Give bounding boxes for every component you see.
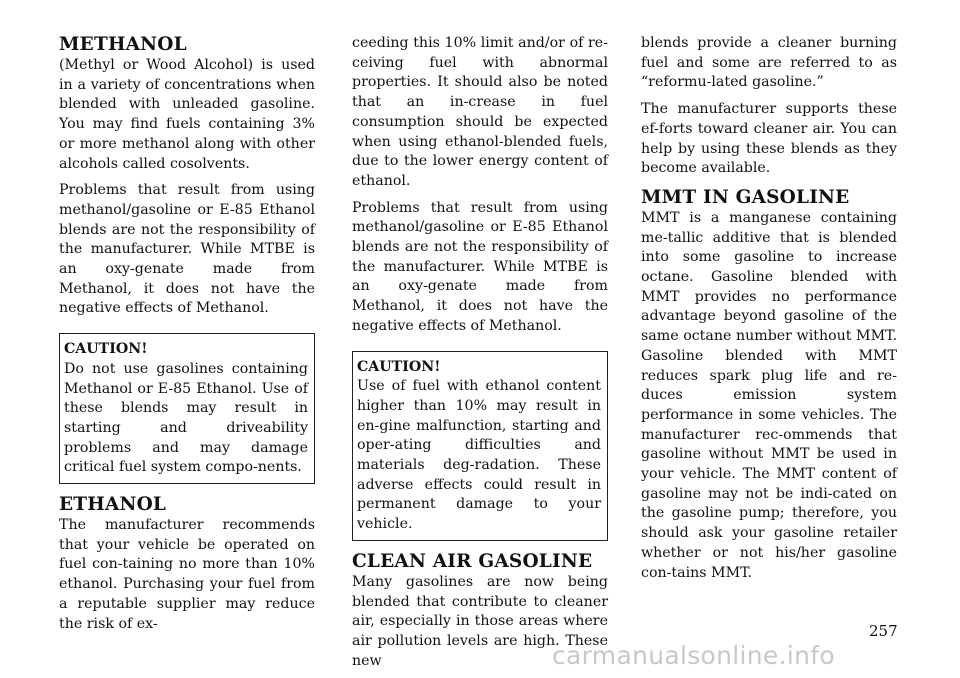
methanol-paragraph-1: (Methyl or Wood Alcohol) is used in a variety of concentrations when blended with unleaded gasoline. You may find fuels containing 3% or more methanol along with other alcohols called cosolvents.: [59, 57, 315, 172]
methanol-heading: METHANOL: [59, 34, 187, 55]
mmt-heading: MMT IN GASOLINE: [641, 186, 850, 208]
ethanol-heading: ETHANOL: [59, 494, 167, 516]
column-1: [59, 34, 315, 634]
caution-text: Do not use gasolines containing Methanol or E-85 Ethanol. Use of these blends may result in starting and driveability problems and may damage critical fuel system compo-nents.: [64, 360, 308, 476]
column-2: [352, 34, 608, 671]
mmt-paragraph: MMT is a manganese containing me-tallic additive that is blended into some gasoline to increase octane. Gasoline blended with MMT provides no performance advantage beyond gasoline of the same octane number without MMT. Gasoline blended with MMT reduces spark plug life and re-duces emission system performance in some vehicles. The manufacturer rec-ommends that gasoline without MMT be used in your vehicle. The MMT content of gasoline may not be indi-cated on the gasoline pump; therefore, you should ask your gasoline retailer whether or not his/her gasoline con-tains MMT.: [641, 209, 897, 581]
methanol-paragraph-2: Problems that result from using methanol/gasoline or E-85 Ethanol blends are not the responsibility of the manufacturer. While MTBE is an oxy-genate made from Methanol, it does not have the negative effects of Methanol.: [59, 182, 315, 317]
clean-air-paragraph-2: The manufacturer supports these ef-forts toward cleaner air. You can help by using these blends as they become available.: [641, 101, 897, 177]
clean-air-paragraph-1: Many gasolines are now being blended that contribute to cleaner air, especially in those areas where air pollution levels are high. These new: [352, 573, 608, 669]
caution-text: Use of fuel with ethanol content higher than 10% may result in en-gine malfunction, starting and oper-ating difficulties and materials deg-radation. These adverse effects could result in permanent damage to your vehicle.: [357, 378, 601, 533]
ethanol-paragraph-continued: ceeding this 10% limit and/or of re-ceiving fuel with abnormal properties. It should also be noted that an in-crease in fuel consumption should be expected when using ethanol-blended fuels, due to the lower energy content of ethanol.: [352, 35, 608, 189]
page-number: 257: [869, 622, 898, 640]
caution-title: CAUTION!: [357, 358, 441, 375]
clean-air-heading: CLEAN AIR GASOLINE: [352, 550, 593, 572]
ethanol-paragraph-1: The manufacturer recommends that your vehicle be operated on fuel con-taining no more than 10% ethanol. Purchasing your fuel from a reputable supplier may reduce the risk of ex-: [59, 517, 315, 632]
ethanol-caution-box: [352, 351, 608, 541]
watermark: carmanualsonline.info: [552, 641, 835, 670]
methanol-caution-box: [59, 333, 315, 484]
ethanol-paragraph-2: Problems that result from using methanol/gasoline or E-85 Ethanol blends are not the responsibility of the manufacturer. While MTBE is an oxy-genate made from Methanol, it does not have the negative effects of Methanol.: [352, 199, 608, 334]
column-3: [641, 34, 897, 583]
caution-title: CAUTION!: [64, 341, 148, 358]
clean-air-paragraph-continued: blends provide a cleaner burning fuel and some are referred to as “reformu-lated gasoline.”: [641, 35, 897, 91]
